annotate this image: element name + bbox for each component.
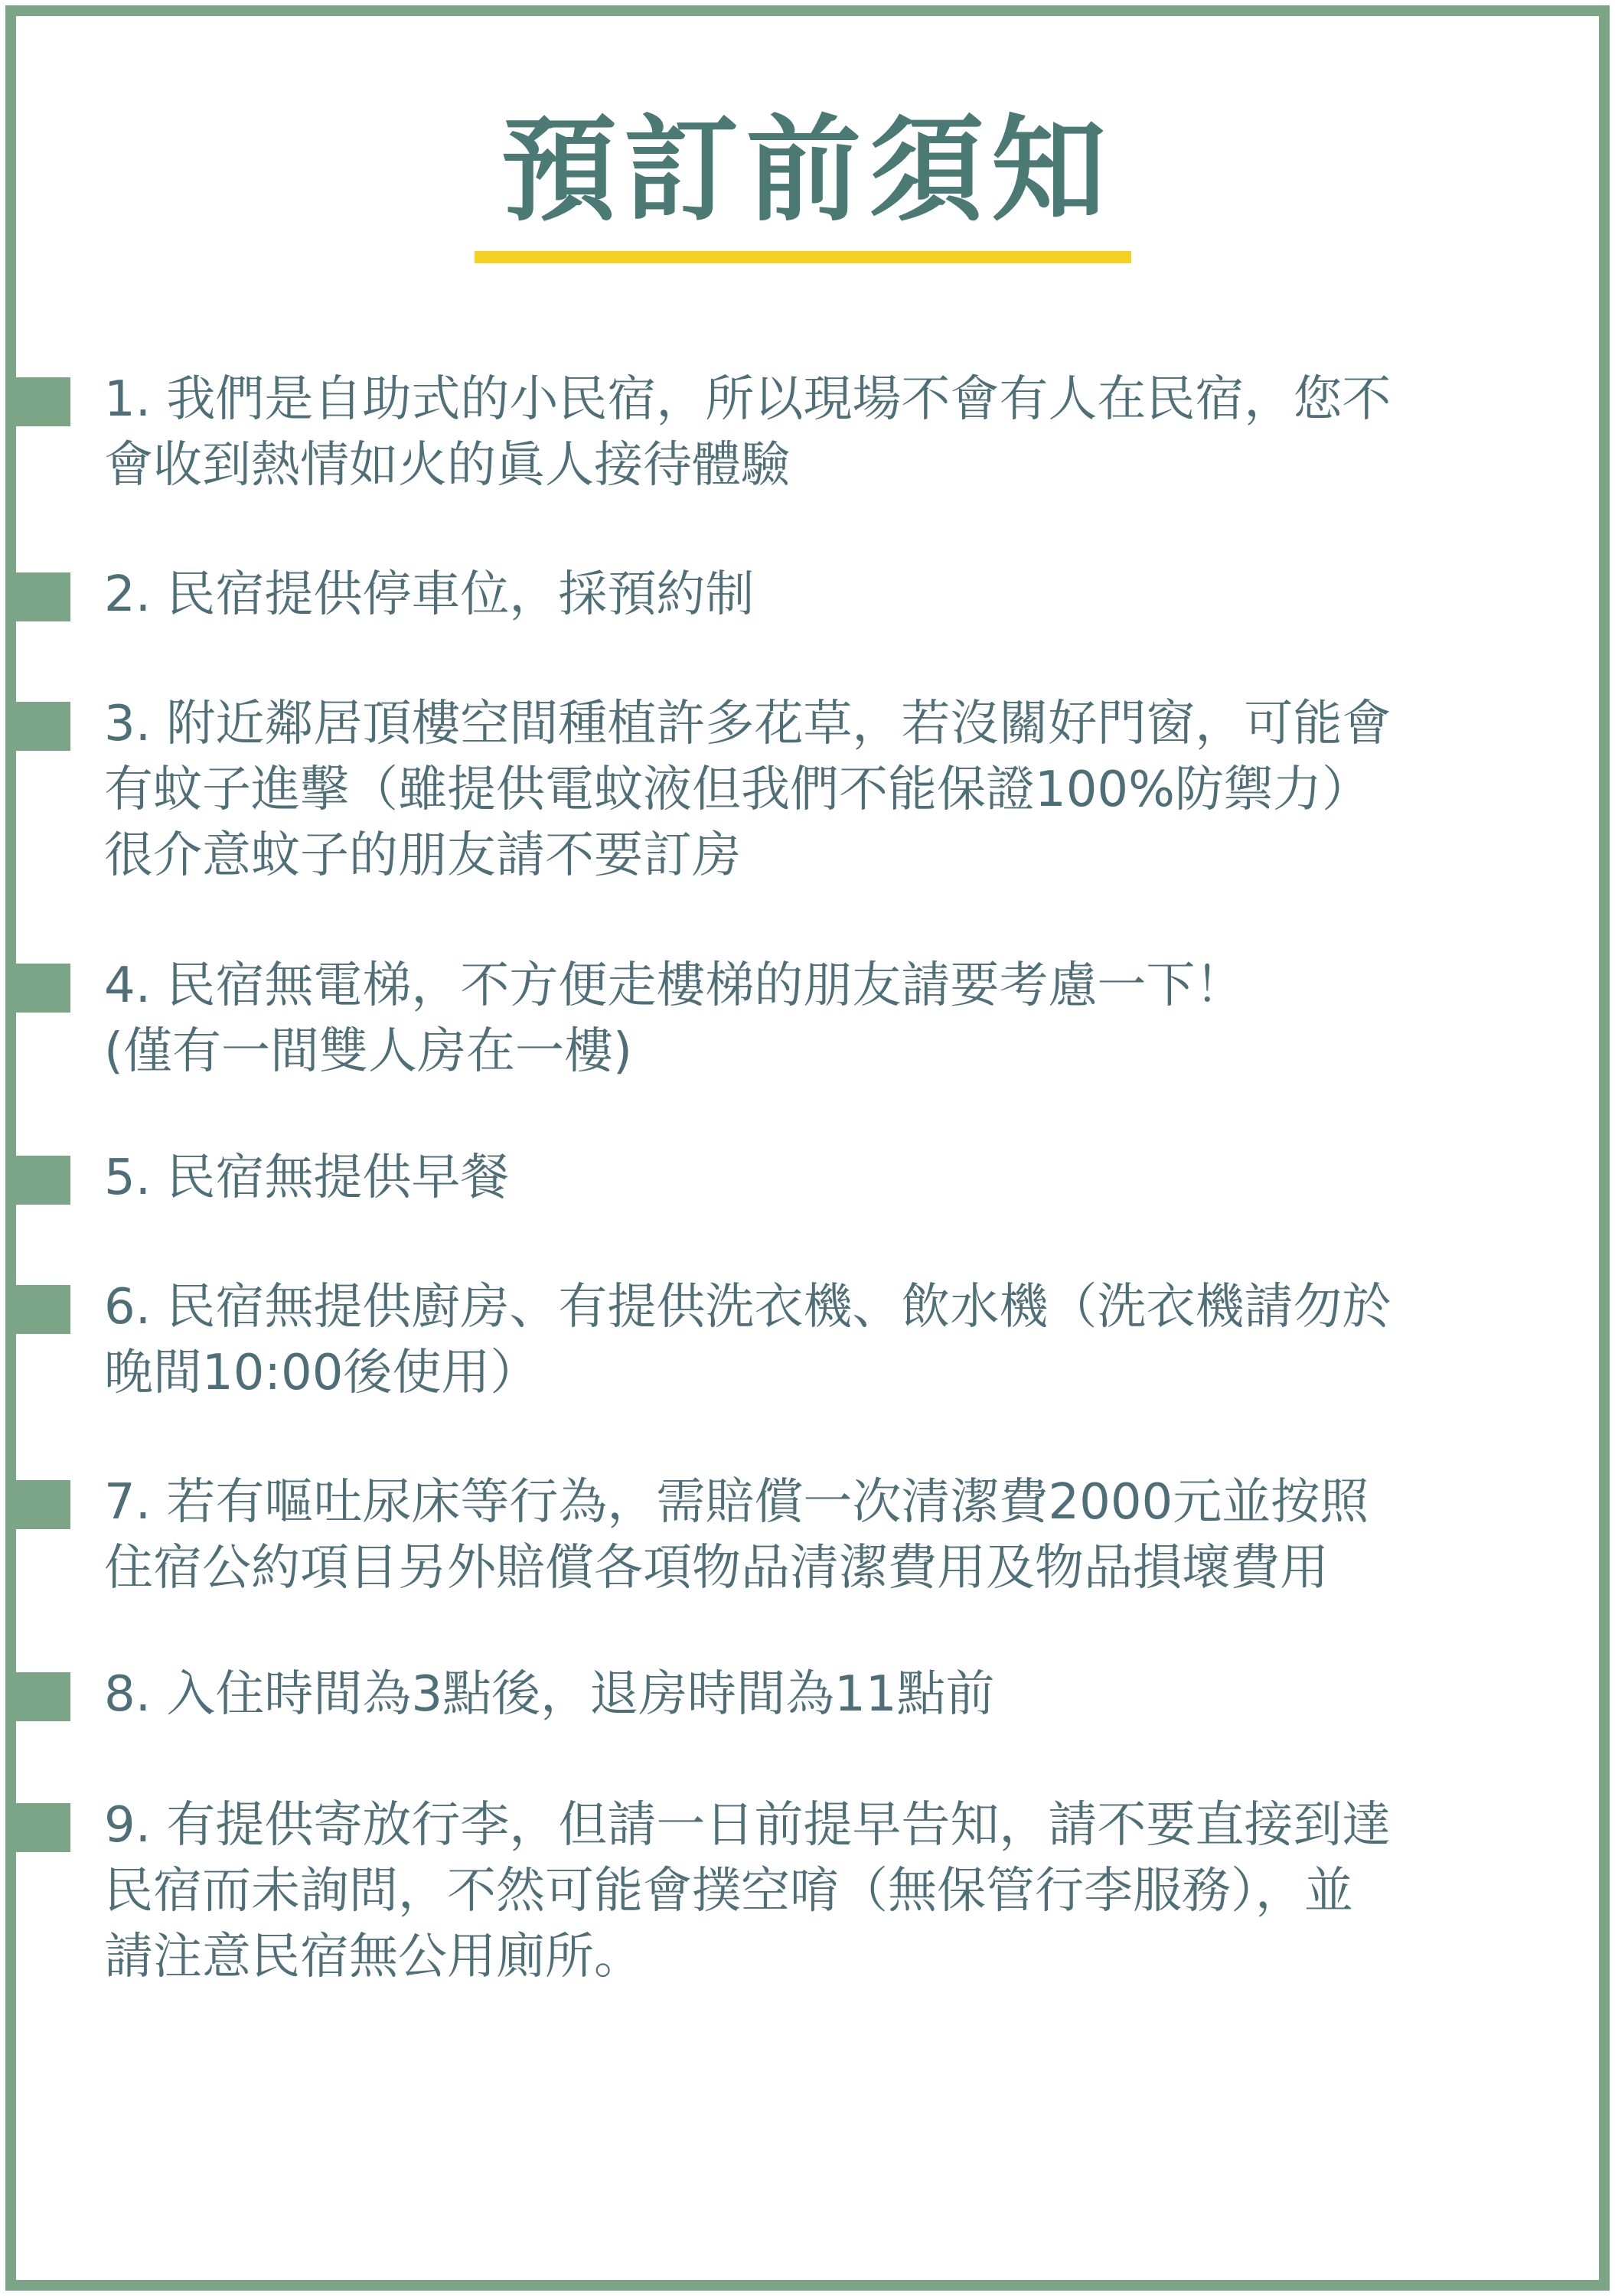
- title-underline: [475, 251, 1131, 263]
- notice-text: 4. 民宿無電梯，不方便走樓梯的朋友請要考慮一下！ (僅有一間雙人房在一樓): [104, 957, 1245, 1080]
- bullet-marker: [15, 1480, 70, 1529]
- bullet-marker: [15, 1285, 70, 1334]
- notice-text: 5. 民宿無提供早餐: [104, 1150, 510, 1206]
- notice-text: 3. 附近鄰居頂樓空間種植許多花草，若沒關好門窗，可能會 有蚊子進擊（雖提供電蚊液但我們不能保證100%防禦力） 很介意蚊子的朋友請不要訂房: [104, 696, 1392, 884]
- notice-text: 7. 若有嘔吐尿床等行為，需賠償一次清潔費2000元並按照 住宿公約項目另外賠償各項物品清潔費用及物品損壞費用: [104, 1474, 1369, 1596]
- page-title: 預訂前須知: [501, 104, 1114, 237]
- notice-text: 1. 我們是自助式的小民宿，所以現場不會有人在民宿，您不 會收到熱情如火的眞人接待體驗: [104, 371, 1392, 494]
- bullet-marker: [15, 572, 70, 621]
- bullet-marker: [15, 1156, 70, 1205]
- bullet-marker: [15, 377, 70, 426]
- notice-text: 2. 民宿提供停車位，採預約制: [104, 566, 755, 623]
- bullet-marker: [15, 1672, 70, 1721]
- notice-text: 8. 入住時間為3點後，退房時間為11點前: [104, 1666, 995, 1723]
- notice-text: 6. 民宿無提供廚房、有提供洗衣機、飲水機（洗衣機請勿於 晚間10:00後使用）: [104, 1279, 1392, 1401]
- notice-text: 9. 有提供寄放行李，但請一日前提早告知，請不要直接到達 民宿而未詢問，不然可能會撲空唷（無保管行李服務），並 請注意民宿無公用廁所。: [104, 1797, 1392, 1985]
- bullet-marker: [15, 1803, 70, 1852]
- bullet-marker: [15, 702, 70, 751]
- bullet-marker: [15, 964, 70, 1013]
